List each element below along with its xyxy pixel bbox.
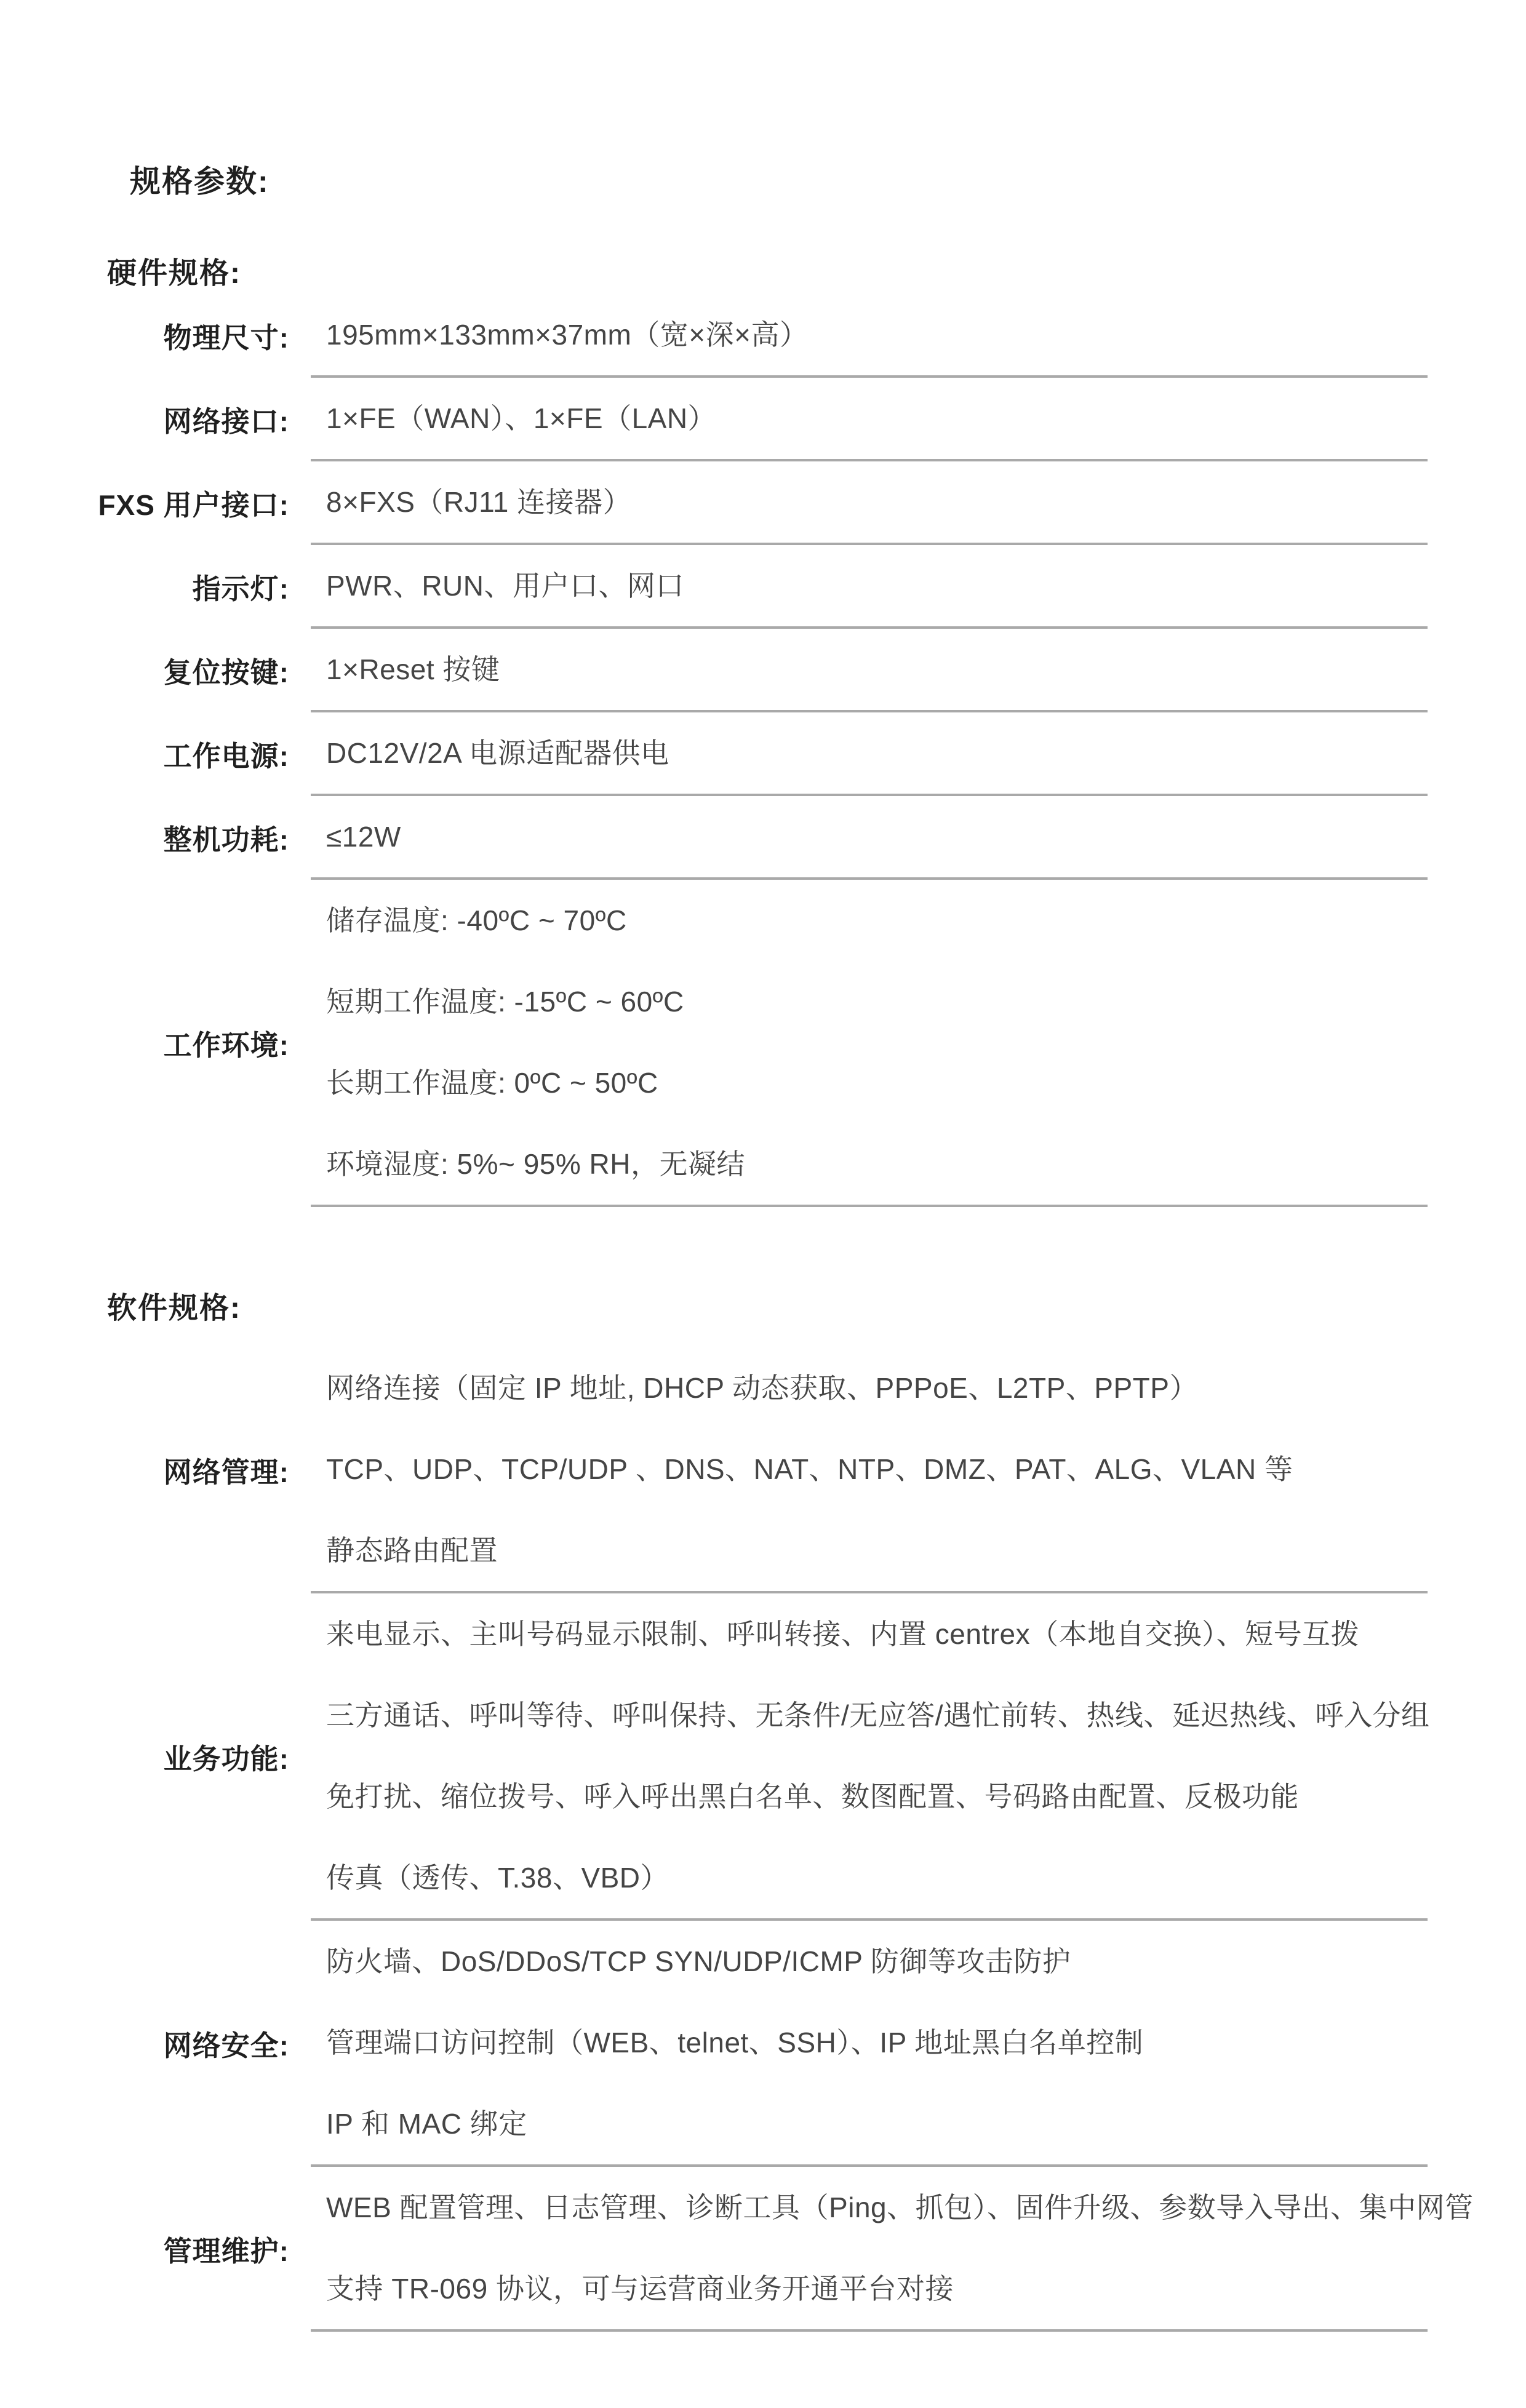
spec-row-label: 整机功耗: — [163, 824, 289, 856]
spec-row — [0, 378, 1526, 461]
spec-row-label: 管理维护: — [163, 2235, 289, 2267]
section-software — [0, 1288, 1526, 2332]
spec-table-hardware — [0, 294, 1526, 1207]
spec-row-value — [311, 1593, 1428, 1921]
spec-row-label: 网络安全: — [163, 2030, 289, 2062]
spec-value-line: ≤12W — [326, 821, 401, 853]
spec-value-line: 短期工作温度: -15ºC ~ 60ºC — [326, 986, 684, 1018]
spec-value-line: TCP、UDP、TCP/UDP 、DNS、NAT、NTP、DMZ、PAT、ALG、VLAN 等 — [326, 1453, 1293, 1485]
spec-row-value — [311, 1347, 1428, 1593]
spec-row-label: 网络管理: — [163, 1456, 289, 1488]
spec-value-line: 支持 TR-069 协议，可与运营商业务开通平台对接 — [326, 2273, 954, 2305]
spec-row — [0, 629, 1526, 712]
page-title: 规格参数: — [130, 164, 270, 199]
spec-value-line: 长期工作温度: 0ºC ~ 50ºC — [326, 1067, 658, 1099]
section-heading-software: 软件规格: — [107, 1292, 241, 1325]
spec-value-line: 8×FXS（RJ11 连接器） — [326, 486, 632, 518]
spec-row-value — [311, 1921, 1428, 2167]
spec-value-line: 来电显示、主叫号码显示限制、呼叫转接、内置 centrex（本地自交换）、短号互拨 — [326, 1618, 1360, 1650]
spec-row-label: 物理尺寸: — [163, 322, 289, 354]
spec-value-line: DC12V/2A 电源适配器供电 — [326, 737, 669, 769]
spec-row — [0, 461, 1526, 545]
spec-row-label: 工作环境: — [163, 1029, 289, 1061]
spec-value-line: PWR、RUN、用户口、网口 — [326, 570, 684, 602]
spec-value-line: 三方通话、呼叫等待、呼叫保持、无条件/无应答/遇忙前转、热线、延迟热线、呼入分组 — [326, 1699, 1430, 1731]
spec-row — [0, 1347, 1526, 1593]
spec-row-label: 业务功能: — [163, 1743, 289, 1775]
spec-row-value — [311, 796, 1428, 880]
spec-value-line: 储存温度: -40ºC ~ 70ºC — [326, 904, 627, 936]
spec-row — [0, 712, 1526, 796]
spec-value-line: 1×FE（WAN）、1×FE（LAN） — [326, 402, 717, 434]
spec-row-value — [311, 629, 1428, 712]
spec-row-label: 复位按键: — [163, 656, 289, 688]
section-hardware — [0, 253, 1526, 1207]
spec-value-line: 管理端口访问控制（WEB、telnet、SSH）、IP 地址黑白名单控制 — [326, 2027, 1144, 2059]
spec-row-value — [311, 294, 1428, 378]
spec-table-software — [0, 1347, 1526, 2332]
spec-row-value — [311, 378, 1428, 461]
spec-value-line: 1×Reset 按键 — [326, 653, 500, 685]
spec-value-line: 防火墙、DoS/DDoS/TCP SYN/UDP/ICMP 防御等攻击防护 — [326, 1945, 1071, 1977]
spec-value-line: 195mm×133mm×37mm（宽×深×高） — [326, 319, 809, 351]
spec-row-label: 网络接口: — [163, 405, 289, 437]
spec-value-line: 传真（透传、T.38、VBD） — [326, 1862, 669, 1894]
spec-value-line: 静态路由配置 — [326, 1534, 498, 1566]
spec-value-line: WEB 配置管理、日志管理、诊断工具（Ping、抓包）、固件升级、参数导入导出、集中网管 — [326, 2191, 1474, 2223]
spec-row-value — [311, 2167, 1474, 2332]
spec-row-label: 工作电源: — [163, 740, 289, 772]
spec-value-line: IP 和 MAC 绑定 — [326, 2108, 527, 2140]
spec-sections — [0, 253, 1526, 2332]
spec-row-value — [311, 712, 1428, 796]
spec-row — [0, 545, 1526, 629]
spec-row — [0, 880, 1526, 1207]
spec-row-value — [311, 461, 1428, 545]
spec-row-label: FXS 用户接口: — [98, 489, 289, 521]
spec-value-line: 环境湿度: 5%~ 95% RH，无凝结 — [326, 1148, 745, 1180]
spec-row — [0, 294, 1526, 378]
spec-row — [0, 2167, 1526, 2332]
spec-value-line: 网络连接（固定 IP 地址, DHCP 动态获取、PPPoE、L2TP、PPTP） — [326, 1372, 1198, 1404]
spec-row — [0, 1593, 1526, 1921]
section-heading-hardware: 硬件规格: — [107, 257, 241, 290]
spec-row — [0, 796, 1526, 880]
spec-row-value — [311, 545, 1428, 629]
spec-row-label: 指示灯: — [192, 573, 289, 605]
spec-row — [0, 1921, 1526, 2167]
spec-value-line: 免打扰、缩位拨号、呼入呼出黑白名单、数图配置、号码路由配置、反极功能 — [326, 1780, 1299, 1812]
spec-row-value — [311, 880, 1428, 1207]
